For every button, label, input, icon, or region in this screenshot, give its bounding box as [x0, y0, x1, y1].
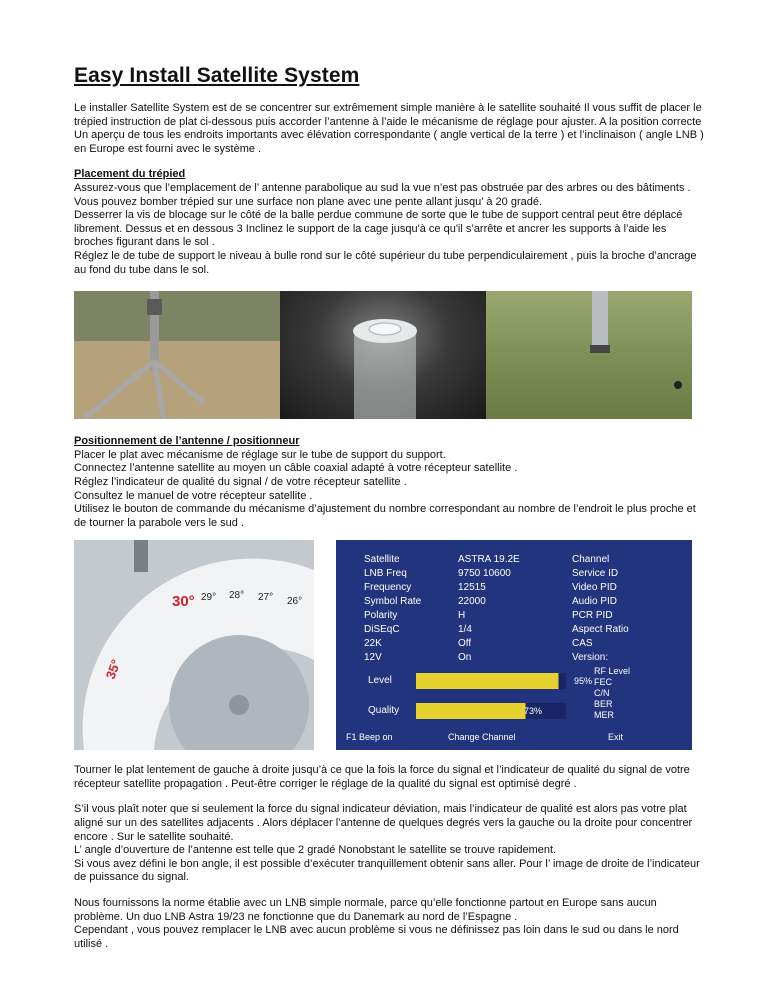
- dial-label-27: 27°: [258, 592, 274, 604]
- rx-row-right: Channel: [572, 554, 610, 566]
- lnb-paragraph: [74, 897, 704, 951]
- dial-label-30: 30°: [172, 593, 195, 611]
- rx-signal-item: FEC: [594, 677, 612, 688]
- bubble-level-photo: [280, 291, 486, 419]
- rx-row-label: LNB Freq: [364, 568, 407, 580]
- angle-dial-graphic: [74, 540, 314, 750]
- lnb-line-1: Nous fournissons la norme établie avec un LNB simple normale, parce qu’elle fonctionne partout en Europe sans aucun problème. Un duo LNB Astra 19/23 ne fonctionne que du Danemark au nord de l’Espagne .: [74, 897, 657, 923]
- rx-row-value: 9750 10600: [458, 568, 511, 580]
- receiver-footer-right: Exit: [608, 732, 624, 743]
- quality-bar: [416, 703, 526, 719]
- rx-row-right: PCR PID: [572, 610, 613, 622]
- level-label: Level: [368, 675, 392, 687]
- angle-dial-photo: [74, 540, 314, 750]
- rx-row-value: On: [458, 652, 472, 664]
- level-bar: [416, 673, 559, 689]
- dial-label-28: 28°: [229, 590, 245, 602]
- rx-signal-item: C/N: [594, 688, 610, 699]
- rx-row-right: Video PID: [572, 582, 617, 594]
- adjacent-satellite-paragraph: [74, 803, 704, 885]
- rx-row-label: Frequency: [364, 582, 412, 594]
- document-title: Easy Install Satellite System: [74, 64, 360, 87]
- adjacent-line-2: L’ angle d’ouverture de l’antenne est telle que 2 gradé Nonobstant le satellite se trouve rapidement.: [74, 844, 557, 857]
- section-tripod: [74, 168, 704, 277]
- rx-row-label: 22K: [364, 638, 382, 650]
- tripod-line-3: Desserrer la vis de blocage sur le côté de la balle perdue commune de sorte que le tube de support central peut être déplacé librement. Dessus et en dessous 3 Inclinez le support de la cage jusqu'à ce qu'il s’arrête et ancrer les supports à l’aide les broches figurant dans le sol .: [74, 209, 683, 249]
- rx-row-label: Symbol Rate: [364, 596, 422, 608]
- rx-row-right: Service ID: [572, 568, 619, 580]
- rx-signal-item: RF Level: [594, 666, 631, 677]
- receiver-menu: [336, 540, 692, 750]
- lnb-line-2: Cependant , vous pouvez remplacer le LNB avec aucun problème si vous ne définissez pas loin dans le sud ou dans le nord utilisé .: [74, 924, 679, 950]
- section-positioner: [74, 435, 704, 530]
- rotation-paragraph: Tourner le plat lentement de gauche à droite jusqu’à ce que la fois la force du signal et l’indicateur de qualité du signal de votre récepteur satellite propagation . Peut-être corriger le réglage de la qualité du signal est optimisé degré .: [74, 764, 690, 790]
- rx-row-value: 12515: [458, 582, 486, 594]
- rx-row-right: Aspect Ratio: [572, 624, 629, 636]
- quality-label: Quality: [368, 705, 400, 717]
- tripod-line-4: Réglez le de tube de support le niveau à bulle rond sur le côté supérieur du tube perpendiculairement , puis la broche d’ancrage au fond du tube dans le sol.: [74, 249, 697, 276]
- positioner-line-5: Utilisez le bouton de commande du mécanisme d’ajustement du nombre correspondant au nombre de l’endroit le plus proche et de tourner la parabole vers le sud .: [74, 503, 696, 529]
- dial-label-29: 29°: [201, 592, 217, 604]
- rx-row-label: DiSEqC: [364, 624, 400, 636]
- rx-row-value: H: [458, 610, 466, 622]
- rx-row-value: 1/4: [458, 624, 472, 636]
- rx-row-right: Version:: [572, 652, 609, 664]
- positioner-photo-strip: [74, 540, 692, 750]
- positioner-line-1: Placer le plat avec mécanisme de réglage sur le tube de support du support.: [74, 448, 446, 461]
- ground-anchor-photo: [486, 291, 692, 419]
- positioner-line-4: Consultez le manuel de votre récepteur satellite .: [74, 489, 313, 502]
- tripod-photo-strip: [74, 291, 692, 419]
- rx-signal-item: MER: [594, 710, 614, 721]
- receiver-signal-screen: [336, 540, 692, 750]
- rx-row-label: 12V: [364, 652, 382, 664]
- rx-signal-item: BER: [594, 699, 613, 710]
- quality-value: 73%: [524, 706, 543, 717]
- tripod-legs-photo: [74, 291, 280, 419]
- rx-row-value: ASTRA 19.2E: [458, 554, 520, 566]
- rx-row-right: CAS: [572, 638, 593, 650]
- rx-row-value: Off: [458, 638, 472, 650]
- dial-label-35: 35°: [102, 657, 124, 682]
- tripod-line-1: Assurez-vous que l’emplacement de l’ antenne parabolique au sud la vue n’est pas obstruée par des arbres ou des bâtiments .: [74, 181, 691, 194]
- adjacent-line-1: S’il vous plaît noter que si seulement la force du signal indicateur déviation, mais l’indicateur de qualité est alors pas votre plat aligné sur un des satellites adjacents . Alors déplacer l’antenne de quelques degrés vers la gauche ou la droite pour concentrer encore . Sur le satellite souhaité.: [74, 803, 693, 843]
- positioner-line-3: Réglez l’indicateur de qualité du signal / de votre récepteur satellite .: [74, 475, 407, 488]
- rx-row-label: Satellite: [364, 554, 400, 566]
- level-value: 95%: [574, 676, 593, 687]
- rx-row-right: Audio PID: [572, 596, 618, 608]
- rx-row-value: 22000: [458, 596, 486, 608]
- tripod-line-2: Vous pouvez bomber trépied sur une surface non plane avec une pente allant jusqu’ à 20 gradé.: [74, 195, 543, 208]
- section-tripod-heading: Placement du trépied: [74, 168, 186, 181]
- section-positioner-heading: Positionnement de l’antenne / positionneur: [74, 435, 300, 448]
- positioner-line-2: Connectez l’antenne satellite au moyen un câble coaxial adapté à votre récepteur satellite .: [74, 462, 518, 475]
- receiver-footer-left: F1 Beep on: [346, 732, 393, 743]
- dial-label-26: 26°: [287, 596, 303, 608]
- intro-paragraph: Le installer Satellite System est de se concentrer sur extrêmement simple manière à le satellite souhaité Il vous suffit de placer le trépied instruction de plat ci-dessous puis accorder l’antenne à l’aide le mécanisme de réglage pour ajuster. A la position correcte Un aperçu de tous les endroits importants avec élévation correspondante ( angle vertical de la terre ) et l’inclinaison ( angle LNB ) en Europe est fourni avec le système .: [74, 102, 704, 155]
- adjacent-line-3: Si vous avez défini le bon angle, il est possible d’exécuter tranquillement obtenir sans aller. Pour l’ image de droite de l’indicateur de puissance du signal.: [74, 857, 700, 884]
- rx-row-label: Polarity: [364, 610, 398, 622]
- receiver-footer-mid: Change Channel: [448, 732, 516, 743]
- document-page: [74, 64, 704, 963]
